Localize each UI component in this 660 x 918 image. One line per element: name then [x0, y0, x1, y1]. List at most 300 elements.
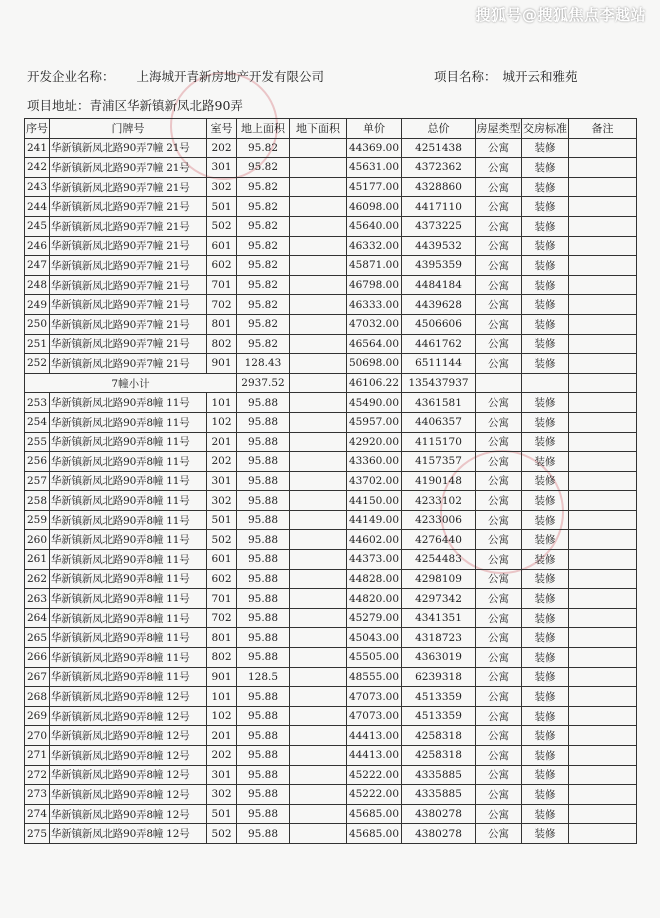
total-price: 4363019	[402, 648, 476, 668]
above-ground-area: 95.88	[237, 765, 290, 785]
remark	[569, 628, 637, 648]
door-number: 华新镇新凤北路90弄8幢 12号	[50, 804, 207, 824]
remark	[569, 510, 637, 530]
house-type: 公寓	[476, 726, 522, 746]
subtotal-area: 2937.52	[237, 373, 290, 393]
house-type: 公寓	[476, 354, 522, 374]
room-number: 801	[207, 628, 237, 648]
room-number: 601	[207, 550, 237, 570]
delivery-standard: 装修	[522, 804, 569, 824]
table-row	[25, 354, 637, 374]
above-ground-area: 95.82	[237, 275, 290, 295]
column-header: 地下面积	[290, 119, 347, 139]
room-number: 101	[207, 393, 237, 413]
total-price: 4258318	[402, 746, 476, 766]
delivery-standard: 装修	[522, 158, 569, 178]
row-number: 242	[25, 158, 50, 178]
remark	[569, 314, 637, 334]
underground-area	[290, 589, 347, 609]
above-ground-area: 95.88	[237, 824, 290, 844]
unit-price: 44373.00	[347, 550, 402, 570]
column-header: 备注	[569, 119, 637, 139]
remark	[569, 550, 637, 570]
delivery-standard: 装修	[522, 726, 569, 746]
above-ground-area: 95.88	[237, 393, 290, 413]
row-number: 244	[25, 197, 50, 217]
row-number: 267	[25, 667, 50, 687]
door-number: 华新镇新凤北路90弄7幢 21号	[50, 354, 207, 374]
above-ground-area: 95.82	[237, 256, 290, 276]
column-header: 地上面积	[237, 119, 290, 139]
door-number: 华新镇新凤北路90弄8幢 11号	[50, 648, 207, 668]
underground-area	[290, 746, 347, 766]
remark	[569, 589, 637, 609]
above-ground-area: 95.88	[237, 746, 290, 766]
total-price: 6511144	[402, 354, 476, 374]
delivery-standard: 装修	[522, 510, 569, 530]
underground-area	[290, 530, 347, 550]
remark	[569, 334, 637, 354]
delivery-standard: 装修	[522, 256, 569, 276]
above-ground-area: 95.88	[237, 432, 290, 452]
unit-price: 45222.00	[347, 765, 402, 785]
total-price: 4417110	[402, 197, 476, 217]
door-number: 华新镇新凤北路90弄8幢 11号	[50, 550, 207, 570]
room-number: 602	[207, 569, 237, 589]
table-row	[25, 177, 637, 197]
unit-price: 46332.00	[347, 236, 402, 256]
delivery-standard: 装修	[522, 275, 569, 295]
house-type: 公寓	[476, 412, 522, 432]
remark	[569, 746, 637, 766]
row-number: 270	[25, 726, 50, 746]
total-price: 4157357	[402, 452, 476, 472]
delivery-standard: 装修	[522, 785, 569, 805]
house-type: 公寓	[476, 746, 522, 766]
room-number: 201	[207, 726, 237, 746]
delivery-standard: 装修	[522, 687, 569, 707]
house-type: 公寓	[476, 236, 522, 256]
door-number: 华新镇新凤北路90弄8幢 12号	[50, 746, 207, 766]
total-price: 4484184	[402, 275, 476, 295]
house-type: 公寓	[476, 432, 522, 452]
underground-area	[290, 295, 347, 315]
total-price: 4258318	[402, 726, 476, 746]
unit-price: 44150.00	[347, 491, 402, 511]
unit-price: 43360.00	[347, 452, 402, 472]
table-row	[25, 216, 637, 236]
underground-area	[290, 804, 347, 824]
underground-area	[290, 510, 347, 530]
remark	[569, 197, 637, 217]
above-ground-area: 95.88	[237, 785, 290, 805]
row-number: 257	[25, 471, 50, 491]
remark	[569, 177, 637, 197]
remark	[569, 412, 637, 432]
total-price: 4461762	[402, 334, 476, 354]
address-value: 青浦区华新镇新凤北路90弄	[89, 98, 243, 113]
total-price: 4513359	[402, 706, 476, 726]
house-type: 公寓	[476, 648, 522, 668]
room-number: 601	[207, 236, 237, 256]
table-row	[25, 256, 637, 276]
table-row	[25, 628, 637, 648]
row-number: 256	[25, 452, 50, 472]
remark	[569, 804, 637, 824]
table-row	[25, 471, 637, 491]
unit-price: 45631.00	[347, 158, 402, 178]
room-number: 502	[207, 216, 237, 236]
unit-price: 47032.00	[347, 314, 402, 334]
table-row	[25, 765, 637, 785]
delivery-standard: 装修	[522, 334, 569, 354]
table-row	[25, 706, 637, 726]
door-number: 华新镇新凤北路90弄8幢 11号	[50, 569, 207, 589]
column-header: 交房标准	[522, 119, 569, 139]
table-row	[25, 746, 637, 766]
unit-price: 44602.00	[347, 530, 402, 550]
room-number: 501	[207, 197, 237, 217]
door-number: 华新镇新凤北路90弄7幢 21号	[50, 158, 207, 178]
above-ground-area: 95.88	[237, 412, 290, 432]
total-price: 4335885	[402, 765, 476, 785]
delivery-standard: 装修	[522, 432, 569, 452]
remark	[569, 648, 637, 668]
house-type: 公寓	[476, 824, 522, 844]
room-number: 901	[207, 667, 237, 687]
delivery-standard: 装修	[522, 452, 569, 472]
house-type: 公寓	[476, 197, 522, 217]
room-number: 202	[207, 746, 237, 766]
column-header: 室号	[207, 119, 237, 139]
row-number: 274	[25, 804, 50, 824]
delivery-standard: 装修	[522, 667, 569, 687]
door-number: 华新镇新凤北路90弄8幢 12号	[50, 785, 207, 805]
table-row	[25, 569, 637, 589]
room-number: 802	[207, 334, 237, 354]
total-price: 4335885	[402, 785, 476, 805]
unit-price: 50698.00	[347, 354, 402, 374]
delivery-standard: 装修	[522, 765, 569, 785]
delivery-standard: 装修	[522, 550, 569, 570]
row-number: 254	[25, 412, 50, 432]
above-ground-area: 95.88	[237, 550, 290, 570]
house-type: 公寓	[476, 334, 522, 354]
total-price: 4513359	[402, 687, 476, 707]
row-number: 268	[25, 687, 50, 707]
total-price: 4439532	[402, 236, 476, 256]
door-number: 华新镇新凤北路90弄8幢 12号	[50, 824, 207, 844]
subtotal-total: 135437937	[402, 373, 476, 393]
door-number: 华新镇新凤北路90弄7幢 21号	[50, 138, 207, 158]
subtotal-note	[569, 373, 637, 393]
table-row	[25, 687, 637, 707]
room-number: 801	[207, 314, 237, 334]
delivery-standard: 装修	[522, 746, 569, 766]
house-type: 公寓	[476, 569, 522, 589]
house-type: 公寓	[476, 785, 522, 805]
column-header: 序号	[25, 119, 50, 139]
room-number: 602	[207, 256, 237, 276]
room-number: 301	[207, 158, 237, 178]
table-row	[25, 412, 637, 432]
underground-area	[290, 275, 347, 295]
room-number: 901	[207, 354, 237, 374]
row-number: 263	[25, 589, 50, 609]
room-number: 501	[207, 510, 237, 530]
house-type: 公寓	[476, 452, 522, 472]
address-label: 项目地址：	[27, 98, 90, 113]
room-number: 101	[207, 687, 237, 707]
above-ground-area: 95.82	[237, 334, 290, 354]
door-number: 华新镇新凤北路90弄7幢 21号	[50, 177, 207, 197]
above-ground-area: 95.82	[237, 295, 290, 315]
house-type: 公寓	[476, 471, 522, 491]
total-price: 4372362	[402, 158, 476, 178]
developer-line	[27, 67, 324, 85]
row-number: 259	[25, 510, 50, 530]
row-number: 252	[25, 354, 50, 374]
room-number: 302	[207, 785, 237, 805]
house-type: 公寓	[476, 687, 522, 707]
above-ground-area: 95.82	[237, 177, 290, 197]
table-row	[25, 726, 637, 746]
remark	[569, 452, 637, 472]
above-ground-area: 95.88	[237, 706, 290, 726]
row-number: 248	[25, 275, 50, 295]
delivery-standard: 装修	[522, 530, 569, 550]
room-number: 302	[207, 177, 237, 197]
door-number: 华新镇新凤北路90弄8幢 11号	[50, 510, 207, 530]
door-number: 华新镇新凤北路90弄8幢 11号	[50, 452, 207, 472]
total-price: 4115170	[402, 432, 476, 452]
project-line	[434, 67, 578, 85]
remark	[569, 295, 637, 315]
unit-price: 48555.00	[347, 667, 402, 687]
remark	[569, 471, 637, 491]
door-number: 华新镇新凤北路90弄8幢 11号	[50, 530, 207, 550]
unit-price: 44149.00	[347, 510, 402, 530]
table-row	[25, 275, 637, 295]
house-type: 公寓	[476, 550, 522, 570]
house-type: 公寓	[476, 393, 522, 413]
unit-price: 44828.00	[347, 569, 402, 589]
table-row	[25, 314, 637, 334]
room-number: 202	[207, 452, 237, 472]
unit-price: 47073.00	[347, 706, 402, 726]
row-number: 247	[25, 256, 50, 276]
underground-area	[290, 785, 347, 805]
row-number: 249	[25, 295, 50, 315]
developer-name: 上海城开青新房地产开发有限公司	[136, 69, 325, 84]
underground-area	[290, 608, 347, 628]
total-price: 4190148	[402, 471, 476, 491]
table-row	[25, 667, 637, 687]
underground-area	[290, 491, 347, 511]
watermark-text: 搜狐号@搜狐焦点李越站	[475, 6, 646, 24]
door-number: 华新镇新凤北路90弄8幢 11号	[50, 432, 207, 452]
underground-area	[290, 687, 347, 707]
delivery-standard: 装修	[522, 569, 569, 589]
remark	[569, 706, 637, 726]
total-price: 4439628	[402, 295, 476, 315]
underground-area	[290, 314, 347, 334]
unit-price: 45685.00	[347, 804, 402, 824]
unit-price: 45685.00	[347, 824, 402, 844]
remark	[569, 785, 637, 805]
above-ground-area: 95.88	[237, 628, 290, 648]
subtotal-price: 46106.22	[347, 373, 402, 393]
delivery-standard: 装修	[522, 295, 569, 315]
address-line	[27, 96, 243, 114]
total-price: 4395359	[402, 256, 476, 276]
table-row	[25, 393, 637, 413]
door-number: 华新镇新凤北路90弄8幢 12号	[50, 726, 207, 746]
unit-price: 44413.00	[347, 746, 402, 766]
room-number: 502	[207, 530, 237, 550]
room-number: 201	[207, 432, 237, 452]
remark	[569, 216, 637, 236]
row-number: 241	[25, 138, 50, 158]
delivery-standard: 装修	[522, 216, 569, 236]
unit-price: 45043.00	[347, 628, 402, 648]
table-row	[25, 236, 637, 256]
underground-area	[290, 158, 347, 178]
door-number: 华新镇新凤北路90弄8幢 12号	[50, 765, 207, 785]
total-price: 4297342	[402, 589, 476, 609]
delivery-standard: 装修	[522, 412, 569, 432]
row-number: 261	[25, 550, 50, 570]
total-price: 4276440	[402, 530, 476, 550]
house-type: 公寓	[476, 765, 522, 785]
unit-price: 44369.00	[347, 138, 402, 158]
room-number: 301	[207, 765, 237, 785]
remark	[569, 354, 637, 374]
table-row	[25, 452, 637, 472]
total-price: 4318723	[402, 628, 476, 648]
delivery-standard: 装修	[522, 354, 569, 374]
column-header: 单价	[347, 119, 402, 139]
remark	[569, 275, 637, 295]
unit-price: 44820.00	[347, 589, 402, 609]
above-ground-area: 95.88	[237, 648, 290, 668]
underground-area	[290, 452, 347, 472]
remark	[569, 393, 637, 413]
room-number: 701	[207, 275, 237, 295]
table-row	[25, 824, 637, 844]
total-price: 4506606	[402, 314, 476, 334]
column-header: 总价	[402, 119, 476, 139]
delivery-standard: 装修	[522, 393, 569, 413]
row-number: 262	[25, 569, 50, 589]
remark	[569, 726, 637, 746]
subtotal-under	[290, 373, 347, 393]
above-ground-area: 95.88	[237, 726, 290, 746]
above-ground-area: 95.88	[237, 530, 290, 550]
underground-area	[290, 393, 347, 413]
door-number: 华新镇新凤北路90弄7幢 21号	[50, 295, 207, 315]
door-number: 华新镇新凤北路90弄7幢 21号	[50, 236, 207, 256]
unit-price: 45279.00	[347, 608, 402, 628]
unit-price: 46564.00	[347, 334, 402, 354]
house-type: 公寓	[476, 491, 522, 511]
delivery-standard: 装修	[522, 236, 569, 256]
unit-price: 45871.00	[347, 256, 402, 276]
delivery-standard: 装修	[522, 824, 569, 844]
remark	[569, 138, 637, 158]
above-ground-area: 95.82	[237, 216, 290, 236]
underground-area	[290, 138, 347, 158]
unit-price: 47073.00	[347, 687, 402, 707]
total-price: 4341351	[402, 608, 476, 628]
remark	[569, 236, 637, 256]
door-number: 华新镇新凤北路90弄7幢 21号	[50, 197, 207, 217]
above-ground-area: 95.88	[237, 687, 290, 707]
total-price: 4233102	[402, 491, 476, 511]
door-number: 华新镇新凤北路90弄7幢 21号	[50, 275, 207, 295]
unit-price: 43702.00	[347, 471, 402, 491]
delivery-standard: 装修	[522, 177, 569, 197]
underground-area	[290, 667, 347, 687]
row-number: 275	[25, 824, 50, 844]
table-row	[25, 550, 637, 570]
total-price: 4254483	[402, 550, 476, 570]
remark	[569, 432, 637, 452]
above-ground-area: 95.88	[237, 804, 290, 824]
house-type: 公寓	[476, 158, 522, 178]
room-number: 501	[207, 804, 237, 824]
total-price: 4380278	[402, 824, 476, 844]
delivery-standard: 装修	[522, 197, 569, 217]
house-type: 公寓	[476, 628, 522, 648]
remark	[569, 687, 637, 707]
unit-price: 45177.00	[347, 177, 402, 197]
above-ground-area: 95.82	[237, 314, 290, 334]
row-number: 258	[25, 491, 50, 511]
house-type: 公寓	[476, 177, 522, 197]
room-number: 102	[207, 706, 237, 726]
underground-area	[290, 726, 347, 746]
underground-area	[290, 216, 347, 236]
remark	[569, 158, 637, 178]
unit-price: 45505.00	[347, 648, 402, 668]
total-price: 4373225	[402, 216, 476, 236]
table-row	[25, 785, 637, 805]
door-number: 华新镇新凤北路90弄8幢 11号	[50, 412, 207, 432]
door-number: 华新镇新凤北路90弄7幢 21号	[50, 256, 207, 276]
row-number: 273	[25, 785, 50, 805]
total-price: 4380278	[402, 804, 476, 824]
above-ground-area: 95.82	[237, 236, 290, 256]
unit-price: 46098.00	[347, 197, 402, 217]
above-ground-area: 95.82	[237, 197, 290, 217]
unit-price: 44413.00	[347, 726, 402, 746]
house-type: 公寓	[476, 314, 522, 334]
door-number: 华新镇新凤北路90弄8幢 12号	[50, 706, 207, 726]
house-type: 公寓	[476, 706, 522, 726]
table-row	[25, 334, 637, 354]
column-header: 门牌号	[50, 119, 207, 139]
row-number: 251	[25, 334, 50, 354]
unit-price: 46333.00	[347, 295, 402, 315]
underground-area	[290, 628, 347, 648]
row-number: 269	[25, 706, 50, 726]
above-ground-area: 95.88	[237, 608, 290, 628]
above-ground-area: 95.82	[237, 158, 290, 178]
row-number: 253	[25, 393, 50, 413]
total-price: 4298109	[402, 569, 476, 589]
table-row	[25, 608, 637, 628]
